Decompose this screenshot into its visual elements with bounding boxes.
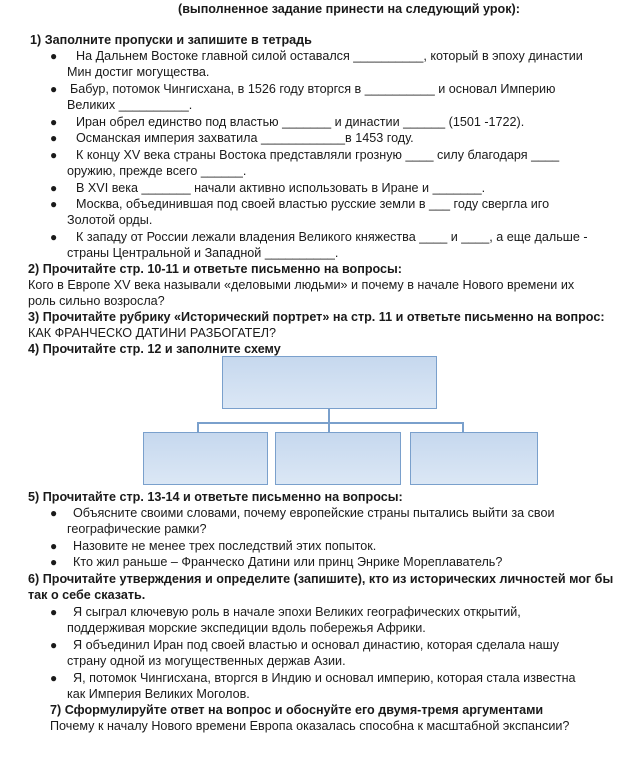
- scheme-connector: [197, 422, 199, 432]
- task1-item-1-line1: На Дальнем Востоке главной силой оставался __________, который в эпоху династии: [76, 49, 583, 63]
- scheme-connector: [462, 422, 464, 432]
- task6-item-3-line1: Я, потомок Чингисхана, вторгся в Индию и основал империю, которая стала известна: [73, 671, 576, 685]
- scheme-top-box[interactable]: [222, 356, 437, 409]
- task6-item-2-line2: страну одной из могущественных держав Азии.: [67, 654, 346, 668]
- task2-line2: роль сильно возросла?: [28, 294, 165, 308]
- task1-item-7-line1: Москва, объединившая под своей властью русские земли в ___ году свергла иго: [76, 197, 550, 211]
- bullet-icon: ●: [50, 671, 58, 685]
- bullet-icon: ●: [50, 230, 58, 244]
- bullet-icon: ●: [50, 555, 58, 569]
- bullet-icon: ●: [50, 605, 58, 619]
- bullet-icon: ●: [50, 197, 58, 211]
- bullet-icon: ●: [50, 638, 58, 652]
- bullet-icon: ●: [50, 131, 58, 145]
- task3-title: 3) Прочитайте рубрику «Исторический портрет» на стр. 11 и ответьте письменно на вопрос:: [28, 310, 605, 324]
- task2-title: 2) Прочитайте стр. 10-11 и ответьте письменно на вопросы:: [28, 262, 402, 276]
- task1-item-5-line2: оружию, прежде всего ______.: [67, 164, 247, 178]
- task5-item-1-line2: географические рамки?: [67, 522, 207, 536]
- task1-item-1-line2: Мин достиг могущества.: [67, 65, 210, 79]
- task2-line1: Кого в Европе XV века называли «деловыми людьми» и почему в начале Нового времени их: [28, 278, 575, 292]
- task1-item-5-line1: К концу XV века страны Востока представляли грозную ____ силу благодаря ____: [76, 148, 560, 162]
- bullet-icon: ●: [50, 148, 58, 162]
- task6-title-line1: 6) Прочитайте утверждения и определите (запишите), кто из исторических личностей мог бы: [28, 572, 614, 586]
- task6-item-3-line2: как Империя Великих Моголов.: [67, 687, 250, 701]
- scheme-connector: [328, 422, 330, 432]
- task4-title: 4) Прочитайте стр. 12 и заполните схему: [28, 342, 281, 356]
- task3-line1: КАК ФРАНЧЕСКО ДАТИНИ РАЗБОГАТЕЛ?: [28, 326, 277, 340]
- task1-item-2-line2: Великих __________.: [67, 98, 193, 112]
- task1-item-2-line1: Бабур, потомок Чингисхана, в 1526 году вторгся в __________ и основал Империю: [70, 82, 556, 96]
- task1-title: 1) Заполните пропуски и запишите в тетрадь: [30, 33, 312, 47]
- task5-title: 5) Прочитайте стр. 13-14 и ответьте письменно на вопросы:: [28, 490, 403, 504]
- scheme-child-box-2[interactable]: [275, 432, 401, 485]
- scheme-child-box-1[interactable]: [143, 432, 268, 485]
- scheme-connector: [197, 422, 464, 424]
- bullet-icon: ●: [50, 49, 58, 63]
- task1-item-3-line1: Иран обрел единство под властью _______ и династии ______ (1501 -1722).: [76, 115, 525, 129]
- header-line: (выполненное задание принести на следующий урок):: [178, 2, 520, 16]
- task5-item-1-line1: Объясните своими словами, почему европейские страны пытались выйти за свои: [73, 506, 555, 520]
- bullet-icon: ●: [50, 181, 58, 195]
- task1-item-6-line1: В XVI века _______ начали активно использовать в Иране и _______.: [76, 181, 486, 195]
- task7-line1: Почему к началу Нового времени Европа оказалась способна к масштабной экспансии?: [50, 719, 570, 733]
- task5-item-3-line1: Кто жил раньше – Франческо Датини или принц Энрике Мореплаватель?: [73, 555, 503, 569]
- task1-item-7-line2: Золотой орды.: [67, 213, 153, 227]
- task6-title-line2: так о себе сказать.: [28, 588, 146, 602]
- task1-item-4-line1: Османская империя захватила ____________в 1453 году.: [76, 131, 414, 145]
- task6-item-1-line2: поддерживая морские экспедиции вдоль побережья Африки.: [67, 621, 426, 635]
- scheme-child-box-3[interactable]: [410, 432, 538, 485]
- task1-item-8-line2: страны Центральной и Западной __________.: [67, 246, 339, 260]
- bullet-icon: ●: [50, 115, 58, 129]
- task6-item-2-line1: Я объединил Иран под своей властью и основал династию, которая сделала нашу: [73, 638, 560, 652]
- task1-item-8-line1: К западу от России лежали владения Великого княжества ____ и ____, а еще дальше -: [76, 230, 588, 244]
- bullet-icon: ●: [50, 82, 58, 96]
- bullet-icon: ●: [50, 506, 58, 520]
- task7-title: 7) Сформулируйте ответ на вопрос и обоснуйте его двумя-тремя аргументами: [50, 703, 544, 717]
- task5-item-2-line1: Назовите не менее трех последствий этих попыток.: [73, 539, 377, 553]
- bullet-icon: ●: [50, 539, 58, 553]
- scheme-connector: [328, 409, 330, 423]
- task6-item-1-line1: Я сыграл ключевую роль в начале эпохи Великих географических открытий,: [73, 605, 521, 619]
